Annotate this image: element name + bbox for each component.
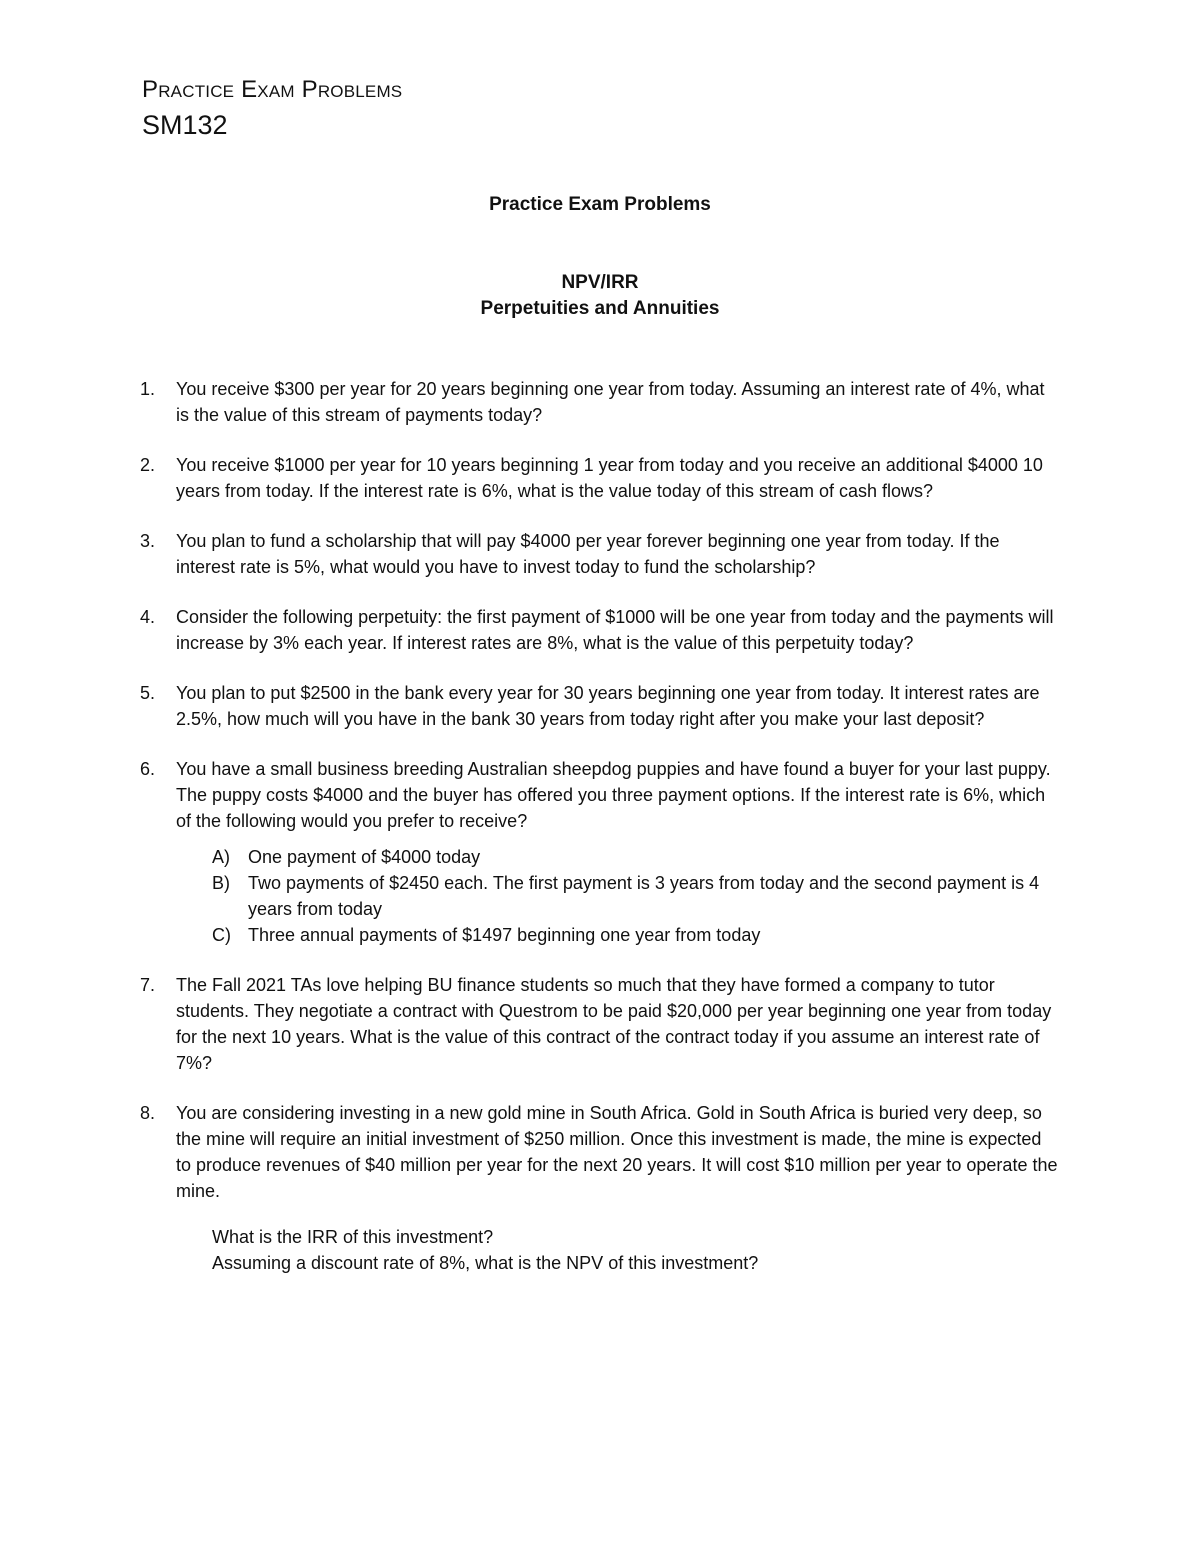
- option-b: [212, 870, 1060, 922]
- question-number: 5.: [140, 683, 156, 703]
- question-8: [140, 1100, 1060, 1276]
- answer-options: [212, 844, 1060, 948]
- question-number: 6.: [140, 759, 156, 779]
- option-letter: A): [212, 847, 230, 867]
- document-title: Practice Exam Problems: [489, 194, 711, 215]
- question-3: [140, 528, 1060, 580]
- page-header: [142, 76, 402, 141]
- question-text: Consider the following perpetuity: the first payment of $1000 will be one year from today and the payments will increase by 3% each year. If interest rates are 8%, what is the value of this perpetuity today?: [176, 607, 1054, 653]
- question-number: 4.: [140, 607, 156, 627]
- question-4: [140, 604, 1060, 656]
- question-number: 1.: [140, 379, 156, 399]
- option-a: [212, 844, 1060, 870]
- header-title: Practice Exam Problems: [142, 76, 403, 103]
- question-6: [140, 756, 1060, 948]
- option-letter: B): [212, 873, 230, 893]
- sub-questions: [212, 1224, 1060, 1276]
- header-course-code: SM132: [142, 109, 228, 140]
- question-number: 7.: [140, 975, 156, 995]
- sub-question-npv: Assuming a discount rate of 8%, what is the NPV of this investment?: [212, 1253, 759, 1273]
- section-title-perpetuities: Perpetuities and Annuities: [480, 298, 720, 319]
- question-text: You have a small business breeding Australian sheepdog puppies and have found a buyer for your last puppy. The puppy costs $4000 and the buyer has offered you three payment options. If the interest rate is 6%, which of the following would you prefer to receive?: [176, 759, 1051, 831]
- question-text: You receive $1000 per year for 10 years beginning 1 year from today and you receive an additional $4000 10 years from today. If the interest rate is 6%, what is the value today of this stream of cash flows?: [176, 455, 1043, 501]
- question-5: [140, 680, 1060, 732]
- question-2: [140, 452, 1060, 504]
- question-number: 3.: [140, 531, 156, 551]
- question-text: The Fall 2021 TAs love helping BU finance students so much that they have formed a company to tutor students. They negotiate a contract with Questrom to be paid $20,000 per year beginning one year from today for the next 10 years. What is the value of this contract of the contract today if you assume an interest rate of 7%?: [176, 975, 1052, 1073]
- section-title-npv-irr: NPV/IRR: [561, 272, 639, 293]
- sub-question-irr: What is the IRR of this investment?: [212, 1227, 494, 1247]
- question-text: You plan to fund a scholarship that will pay $4000 per year forever beginning one year from today. If the interest rate is 5%, what would you have to invest today to fund the scholarship?: [176, 531, 1000, 577]
- option-text: Two payments of $2450 each. The first payment is 3 years from today and the second payment is 4 years from today: [248, 873, 1040, 919]
- option-text: Three annual payments of $1497 beginning one year from today: [248, 925, 761, 945]
- question-7: [140, 972, 1060, 1076]
- question-text: You plan to put $2500 in the bank every year for 30 years beginning one year from today. It interest rates are 2.5%, how much will you have in the bank 30 years from today right after you make your last deposit?: [176, 683, 1040, 729]
- question-text: You are considering investing in a new gold mine in South Africa. Gold in South Africa is buried very deep, so the mine will require an initial investment of $250 million. Once this investment is made, the mine is expected to produce revenues of $40 million per year for the next 20 years. It will cost $10 million per year to operate the mine.: [176, 1103, 1058, 1201]
- question-number: 2.: [140, 455, 156, 475]
- option-letter: C): [212, 925, 231, 945]
- question-number: 8.: [140, 1103, 156, 1123]
- question-text: You receive $300 per year for 20 years beginning one year from today. Assuming an interest rate of 4%, what is the value of this stream of payments today?: [176, 379, 1045, 425]
- option-text: One payment of $4000 today: [248, 847, 481, 867]
- question-list: [140, 376, 1060, 1300]
- question-1: [140, 376, 1060, 428]
- option-c: [212, 922, 1060, 948]
